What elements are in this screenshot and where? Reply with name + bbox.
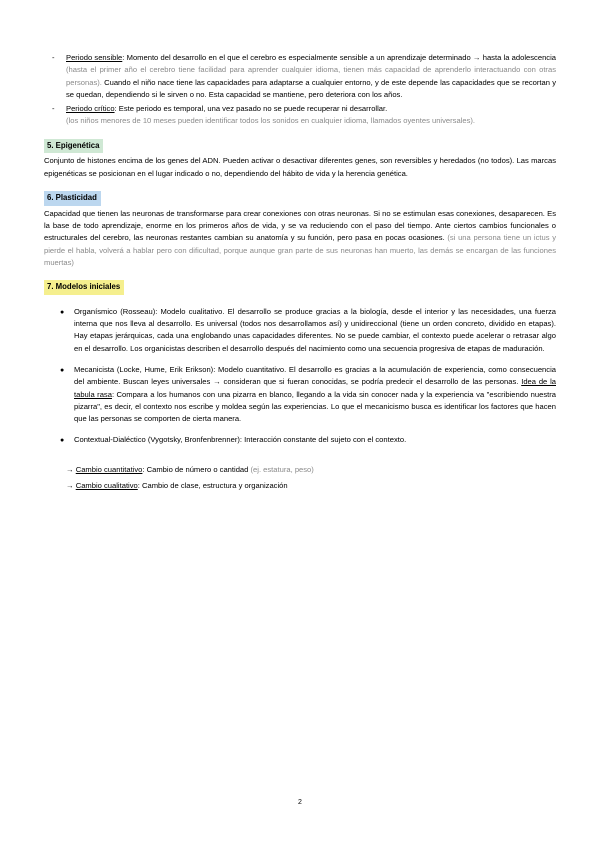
section-heading: 6. Plasticidad: [44, 191, 101, 206]
closing-note: (ej. estatura, peso): [250, 464, 314, 474]
page-number: 2: [298, 799, 302, 806]
term-note: (hasta el primer año el cerebro tiene facilidad para aprender cualquier idioma, tienen más capacidad de aprenderlo interactuando con otras personas).: [66, 65, 556, 87]
model-contextual-dialectico-text: Contextual-Dialéctico (Vygotsky, Bronfenbrenner): Interacción constante del sujeto con el contexto.: [74, 435, 407, 445]
section-heading: 5. Epigenética: [44, 139, 103, 154]
section-body-text: Capacidad que tienen las neuronas de transformarse para crear conexiones con otras neuronas. Si no se estimulan esas conexiones, desaparecen. Es la base de todo aprendizaje, enorme en los primeros años de vida, y se va reduciendo con el paso del tiempo. Ante ciertos cambios funcionales o estructurales del cerebro, las neuronas restantes cambian su anatomía y su función, pero pasa en pocas ocasiones.: [44, 208, 556, 243]
model-mecanicista-part2: : Compara a los humanos con una pizarra en blanco, llegando a la vida sin conocer nada y la experiencia va "escribiendo nuestra pizarra", es decir, el contexto nos escribe y moldea según las experiencias. Lo que el mecanicismo busca es identificar los factores que hacen que las personas se comporten de cierta manera.: [74, 389, 556, 424]
arrow-icon: →: [66, 481, 76, 490]
term-description: : Momento del desarrollo en el que el cerebro es especialmente sensible a un aprendizaje determinado → hasta la adolescencia: [122, 53, 556, 62]
list-item: [44, 103, 556, 128]
bullet-dot-marker: ●: [60, 308, 65, 316]
closing-term: Cambio cuantitativo: [75, 464, 143, 474]
bullet-text: [66, 103, 556, 128]
closing-line-cuantitativo: [44, 464, 556, 476]
document-content: [44, 52, 556, 492]
section-plasticidad: [44, 182, 556, 269]
term-description: : Este periodo es temporal, una vez pasado no se puede recuperar ni desarrollar.: [114, 104, 388, 114]
term-description-end: Cuando el niño nace tiene las capacidades para adaptarse a cualquier entorno, y de este depende las capacidades que se recortan y se quedan, dependiendo si le sirven o no. Esta capacidad se mantiene, pero deteriora con los años.: [66, 77, 556, 99]
closing-text: : Cambio de número o cantidad: [142, 464, 251, 474]
closing-line-cualitativo: [44, 480, 556, 492]
model-mecanicista-underlined: Idea de la tabula rasa: [74, 377, 556, 399]
list-item: [44, 52, 556, 101]
term-note: (los niños menores de 10 meses pueden identificar todos los sonidos en cualquier idioma, llamados oyentes universales).: [66, 116, 476, 126]
term-label: Periodo crítico: [66, 104, 115, 114]
bullet-dot-marker: ●: [60, 437, 65, 445]
model-mecanicista-text: [74, 364, 556, 425]
section-body: Conjunto de histones encima de los genes del ADN. Pueden activar o desactivar diferentes genes, son reversibles y heredados (no todos). Las marcas epigenéticas se posicionan en el lugar indicado o no, dependiendo del hábito de vida y la herencia genética.: [44, 156, 556, 178]
section-epigenetica: [44, 130, 556, 180]
closing-term: Cambio cualitativo: [75, 481, 138, 490]
term-label: Periodo sensible: [66, 53, 123, 62]
bullet-marker: -: [52, 104, 55, 114]
bullet-marker: -: [52, 53, 55, 62]
closing-text: : Cambio de clase, estructura y organización: [137, 481, 288, 490]
list-item: [44, 434, 556, 447]
arrow-icon: →: [66, 464, 76, 474]
section-heading: 7. Modelos iniciales: [44, 280, 124, 295]
list-item: [44, 306, 556, 355]
section-modelos-iniciales: [44, 271, 556, 448]
model-mecanicista-part1: Mecanicista (Locke, Hume, Erik Erikson): Modelo cuantitativo. El desarrollo es gracias a la acumulación de experiencia, como consecuencia del ambiente. Buscan leyes universales → consideran que si fueran conocidas, se podría predecir el desarrollo de las personas.: [74, 364, 556, 387]
model-organismico-text: Organísmico (Rosseau): Modelo cualitativo. El desarrollo se produce gracias a la biología, desde el interior y las necesidades, una fuerza interna que nos lleva al desarrollo. Es universal (todos nos desarrollamos así) y unidireccional (tiene un orden concreto, dividido en etapas). Hay etapas jerárquicas, cada una englobando unas capacidades diferentes. No se puede cambiar, el contexto puede acelerar o retrasar algo en el desarrollo. Los organicistas describen el desarrollo después del nacimiento como una secuencia progresiva de etapas de maduración.: [74, 306, 556, 353]
section-body-note: (si una persona tiene un ictus y pierde el habla, volverá a hablar pero con dificultad, porque aunque gran parte de sus neuronas han muerto, las demás se encargan de las funciones muertas): [44, 233, 556, 267]
section-body: [44, 208, 556, 269]
bullet-dot-marker: ●: [60, 366, 65, 374]
list-item: [44, 364, 556, 425]
bullet-text: [66, 52, 556, 101]
